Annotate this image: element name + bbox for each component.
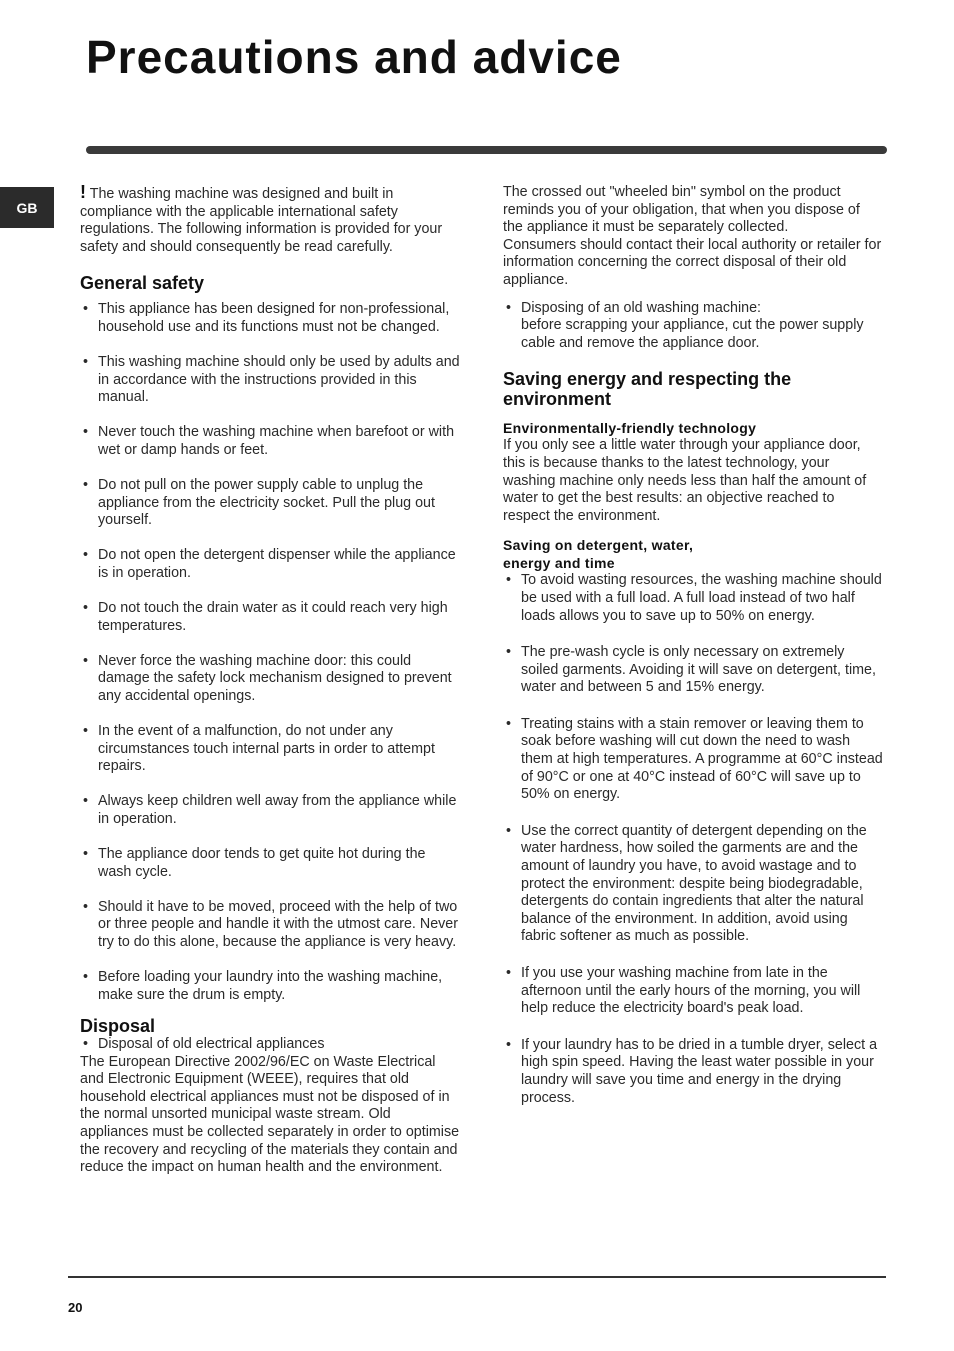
disposing-item-title: Disposing of an old washing machine: xyxy=(521,299,762,316)
saving-list xyxy=(503,572,883,1107)
list-item: • The appliance door tends to get quite hot during the wash cycle. xyxy=(80,846,460,881)
list-item: • Never force the washing machine door: this could damage the safety lock mechanism designed to prevent any accidental openings. xyxy=(80,653,460,706)
saving-subheading-line1: Saving on detergent, water, xyxy=(503,537,694,554)
disposal-heading: Disposal xyxy=(80,1016,156,1037)
saving-subheading xyxy=(503,536,883,572)
list-item: • This washing machine should only be used by adults and in accordance with the instructions provided in this manual. xyxy=(80,354,460,407)
title-divider xyxy=(86,146,887,154)
list-item: • The pre-wash cycle is only necessary on extremely soiled garments. Avoiding it will save on detergent, time, water and between 5 and 15% energy. xyxy=(503,644,883,697)
list-item: • In the event of a malfunction, do not under any circumstances touch internal parts in order to attempt repairs. xyxy=(80,723,460,776)
list-item: • Should it have to be moved, proceed with the help of two or three people and handle it with the utmost care. Never try to do this alone, because the appliance is very heavy. xyxy=(80,899,460,952)
disposal-list xyxy=(80,1036,460,1054)
list-item: • Always keep children well away from the appliance while in operation. xyxy=(80,793,460,828)
saving-energy-heading: Saving energy and respecting the environment xyxy=(503,369,792,410)
language-tab: GB xyxy=(0,187,54,228)
list-item: • If you use your washing machine from late in the afternoon until the early hours of the morning, you will help reduce the electricity board's peak load. xyxy=(503,965,883,1018)
eco-tech-text: If you only see a little water through your appliance door, this is because thanks to the latest technology, your washing machine only needs less than half the amount of water to get the best results: an objective reached to respect the environment. xyxy=(503,437,867,524)
list-item: • Never touch the washing machine when barefoot or with wet or damp hands or feet. xyxy=(80,424,460,459)
intro-text: The washing machine was designed and built in compliance with the applicable international safety regulations. The following information is provided for your safety and should consequently be read carefully. xyxy=(80,186,443,255)
disposal-text: The European Directive 2002/96/EC on Waste Electrical and Electronic Equipment (WEEE), requires that old household electrical appliances must not be disposed of in the normal unsorted municipal waste stream. Old appliances must be collected separately in order to optimise the recovery and recycling of the materials they contain and reduce the impact on human health and the environment. xyxy=(80,1053,460,1176)
list-item: • Do not touch the drain water as it could reach very high temperatures. xyxy=(80,600,460,635)
page-title: Precautions and advice xyxy=(86,31,622,83)
eco-tech-heading: Environmentally-friendly technology xyxy=(503,420,757,437)
intro-paragraph xyxy=(80,184,460,256)
list-item: • Use the correct quantity of detergent depending on the water hardness, how soiled the garments are and the amount of laundry you have, to avoid wastage and to protect the environment: despite being biodegradable, detergents do contain ingredients that alter the natural balance of the environment. In addition, avoid using fabric softener as much as possible. xyxy=(503,823,883,946)
list-item: • To avoid wasting resources, the washing machine should be used with a full load. A full load instead of two half loads allows you to save up to 50% on energy. xyxy=(503,572,883,625)
list-item: • Do not open the detergent dispenser while the appliance is in operation. xyxy=(80,547,460,582)
list-item: • This appliance has been designed for non-professional, household use and its functions must not be changed. xyxy=(80,301,460,336)
left-column xyxy=(80,184,460,1177)
list-item: • Do not pull on the power supply cable to unplug the appliance from the electricity socket. Pull the plug out yourself. xyxy=(80,477,460,530)
footer-divider xyxy=(68,1276,886,1278)
disposing-list xyxy=(503,300,883,353)
disposing-item-text: before scrapping your appliance, cut the power supply cable and remove the appliance door. xyxy=(521,317,864,351)
list-item: • If your laundry has to be dried in a tumble dryer, select a high spin speed. Having the least water possible in your laundry will save you time and energy in the drying process. xyxy=(503,1037,883,1107)
bin-symbol-text: The crossed out "wheeled bin" symbol on the product reminds you of your obligation, that when you dispose of the appliance it must be separately collected. xyxy=(503,184,860,236)
authority-text: Consumers should contact their local authority or retailer for information concerning the correct disposal of their old appliance. xyxy=(503,236,882,288)
list-item xyxy=(503,300,883,353)
general-safety-list xyxy=(80,301,460,1004)
list-item: • Before loading your laundry into the washing machine, make sure the drum is empty. xyxy=(80,969,460,1004)
warning-icon: ! xyxy=(80,182,86,202)
list-item: • Treating stains with a stain remover or leaving them to soak before washing will cut down the need to wash them at high temperatures. A programme at 60°C instead of 90°C or one at 40°C instead of 60°C will save up to 50% on energy. xyxy=(503,716,883,804)
right-column xyxy=(503,184,883,1126)
list-item: • Disposal of old electrical appliances xyxy=(80,1036,460,1054)
saving-subheading-line2: energy and time xyxy=(503,555,615,572)
page-number: 20 xyxy=(68,1300,83,1315)
general-safety-heading: General safety xyxy=(80,273,205,294)
